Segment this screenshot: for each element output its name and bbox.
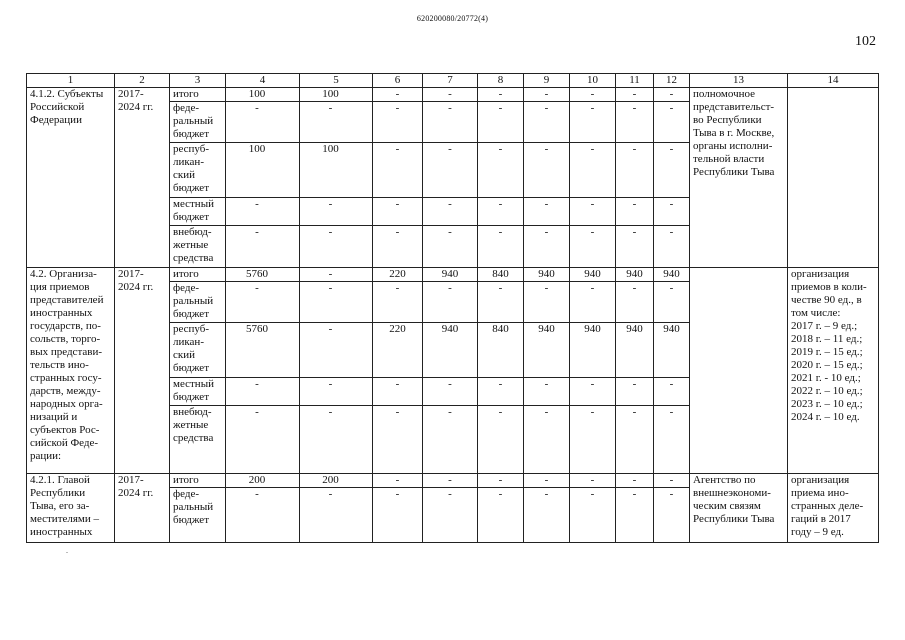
value-cell: 940 <box>423 268 478 282</box>
funding-source-cell: местный бюджет <box>170 198 226 226</box>
value-cell: - <box>226 226 300 268</box>
period-cell: 2017- 2024 гг. <box>115 474 170 543</box>
value-cell: 220 <box>373 323 423 378</box>
header-row <box>27 74 879 88</box>
value-cell: - <box>616 88 654 102</box>
col-header-11: 11 <box>616 74 654 88</box>
value-cell: - <box>226 102 300 143</box>
value-cell: - <box>478 143 524 198</box>
value-cell: - <box>478 488 524 543</box>
value-cell: - <box>524 226 570 268</box>
value-cell: - <box>478 198 524 226</box>
funding-source-cell: итого <box>170 268 226 282</box>
value-cell: 940 <box>423 323 478 378</box>
value-cell: - <box>616 474 654 488</box>
value-cell: - <box>423 143 478 198</box>
value-cell: - <box>570 406 616 474</box>
value-cell: - <box>478 378 524 406</box>
value-cell: 940 <box>654 323 690 378</box>
value-cell: - <box>616 282 654 323</box>
activity-name-cell: 4.2. Организа- ция приемов представителей иностранных государств, по- сольств, торго- вых представи- тельств ино- странных госу- дарств, между- народных орга- низаций и субъектов Рос- сийской Феде- рации: <box>27 268 115 474</box>
value-cell: - <box>373 474 423 488</box>
value-cell: - <box>300 226 373 268</box>
col-header-10: 10 <box>570 74 616 88</box>
value-cell: - <box>570 378 616 406</box>
value-cell: - <box>570 282 616 323</box>
funding-source-cell: итого <box>170 88 226 102</box>
value-cell: 5760 <box>226 323 300 378</box>
value-cell: - <box>226 406 300 474</box>
activity-name-cell: 4.2.1. Главой Республики Тыва, его за- местителями – иностранных <box>27 474 115 543</box>
value-cell: - <box>524 378 570 406</box>
value-cell: 200 <box>300 474 373 488</box>
value-cell: - <box>570 198 616 226</box>
value-cell: 940 <box>654 268 690 282</box>
executor-cell <box>690 268 788 474</box>
col-header-5: 5 <box>300 74 373 88</box>
value-cell: - <box>478 282 524 323</box>
value-cell: - <box>654 488 690 543</box>
value-cell: - <box>654 102 690 143</box>
value-cell: - <box>616 488 654 543</box>
value-cell: - <box>478 226 524 268</box>
value-cell: - <box>478 102 524 143</box>
value-cell: 220 <box>373 268 423 282</box>
value-cell: - <box>423 226 478 268</box>
value-cell: 100 <box>226 88 300 102</box>
value-cell: - <box>654 282 690 323</box>
period-cell: 2017- 2024 гг. <box>115 88 170 268</box>
value-cell: 940 <box>570 268 616 282</box>
value-cell: 840 <box>478 268 524 282</box>
value-cell: - <box>570 102 616 143</box>
funding-source-cell: итого <box>170 474 226 488</box>
value-cell: - <box>373 282 423 323</box>
value-cell: - <box>570 143 616 198</box>
value-cell: - <box>654 226 690 268</box>
col-header-1: 1 <box>27 74 115 88</box>
value-cell: - <box>300 378 373 406</box>
result-cell: организация приемов в коли- честве 90 ед., в том числе: 2017 г. – 9 ед.; 2018 г. – 11 ед.; 2019 г. – 15 ед.; 2020 г. – 15 ед.; 2021 г. - 10 ед.; 2022 г. – 10 ед.; 2023 г. – 10 ед.; 2024 г. – 10 ед. <box>788 268 879 474</box>
value-cell: - <box>226 488 300 543</box>
value-cell: - <box>373 88 423 102</box>
col-header-13: 13 <box>690 74 788 88</box>
result-cell <box>788 88 879 268</box>
value-cell: - <box>423 488 478 543</box>
value-cell: - <box>616 226 654 268</box>
value-cell: - <box>478 406 524 474</box>
result-cell: организация приема ино- странных деле- гаций в 2017 году – 9 ед. <box>788 474 879 543</box>
value-cell: - <box>423 474 478 488</box>
col-header-8: 8 <box>478 74 524 88</box>
table-row <box>27 268 879 282</box>
executor-cell: Агентство по внешнеэкономи- ческим связям Республики Тыва <box>690 474 788 543</box>
funding-source-cell: внебюд- жетные средства <box>170 406 226 474</box>
table-row <box>27 474 879 488</box>
value-cell: 100 <box>300 88 373 102</box>
funding-source-cell: феде- ральный бюджет <box>170 488 226 543</box>
value-cell: - <box>616 378 654 406</box>
value-cell: - <box>524 406 570 474</box>
value-cell: 940 <box>524 323 570 378</box>
funding-source-cell: респуб- ликан- ский бюджет <box>170 143 226 198</box>
value-cell: - <box>524 102 570 143</box>
value-cell: - <box>373 198 423 226</box>
value-cell: 5760 <box>226 268 300 282</box>
value-cell: 100 <box>300 143 373 198</box>
value-cell: - <box>373 143 423 198</box>
col-header-14: 14 <box>788 74 879 88</box>
value-cell: 940 <box>616 323 654 378</box>
col-header-2: 2 <box>115 74 170 88</box>
value-cell: - <box>524 474 570 488</box>
value-cell: - <box>654 198 690 226</box>
table-row <box>27 88 879 102</box>
value-cell: - <box>570 88 616 102</box>
value-cell: - <box>373 226 423 268</box>
period-cell: 2017- 2024 гг. <box>115 268 170 474</box>
value-cell: - <box>300 488 373 543</box>
funding-source-cell: феде- ральный бюджет <box>170 282 226 323</box>
activity-name-cell: 4.1.2. Субъекты Российской Федерации <box>27 88 115 268</box>
funding-source-cell: местный бюджет <box>170 378 226 406</box>
value-cell: - <box>524 143 570 198</box>
page-number: 102 <box>855 34 876 49</box>
value-cell: - <box>524 198 570 226</box>
value-cell: - <box>373 406 423 474</box>
value-cell: - <box>423 282 478 323</box>
value-cell: - <box>654 88 690 102</box>
value-cell: - <box>423 406 478 474</box>
value-cell: - <box>226 282 300 323</box>
value-cell: - <box>373 378 423 406</box>
value-cell: - <box>478 474 524 488</box>
value-cell: - <box>423 198 478 226</box>
value-cell: - <box>226 198 300 226</box>
value-cell: - <box>654 143 690 198</box>
value-cell: - <box>524 488 570 543</box>
value-cell: 840 <box>478 323 524 378</box>
value-cell: - <box>524 88 570 102</box>
col-header-9: 9 <box>524 74 570 88</box>
funding-source-cell: респуб- ликан- ский бюджет <box>170 323 226 378</box>
value-cell: - <box>300 268 373 282</box>
value-cell: 200 <box>226 474 300 488</box>
value-cell: - <box>300 323 373 378</box>
value-cell: - <box>423 102 478 143</box>
value-cell: - <box>570 474 616 488</box>
value-cell: - <box>524 282 570 323</box>
funding-source-cell: внебюд- жетные средства <box>170 226 226 268</box>
value-cell: - <box>300 198 373 226</box>
value-cell: 940 <box>616 268 654 282</box>
value-cell: - <box>654 406 690 474</box>
value-cell: - <box>423 88 478 102</box>
value-cell: - <box>478 88 524 102</box>
col-header-6: 6 <box>373 74 423 88</box>
value-cell: - <box>423 378 478 406</box>
value-cell: - <box>300 102 373 143</box>
value-cell: 940 <box>524 268 570 282</box>
value-cell: - <box>654 378 690 406</box>
value-cell: 100 <box>226 143 300 198</box>
value-cell: - <box>616 102 654 143</box>
value-cell: - <box>570 226 616 268</box>
value-cell: - <box>616 198 654 226</box>
value-cell: 940 <box>570 323 616 378</box>
col-header-3: 3 <box>170 74 226 88</box>
value-cell: - <box>654 474 690 488</box>
col-header-4: 4 <box>226 74 300 88</box>
value-cell: - <box>616 143 654 198</box>
value-cell: - <box>616 406 654 474</box>
value-cell: - <box>300 406 373 474</box>
col-header-12: 12 <box>654 74 690 88</box>
value-cell: - <box>226 378 300 406</box>
value-cell: - <box>570 488 616 543</box>
document-code: 620200080/20772(4) <box>416 14 489 23</box>
executor-cell: полномочное представительст- во Республики Тыва в г. Москве, органы исполни- тельной власти Республики Тыва <box>690 88 788 268</box>
budget-table <box>26 73 879 543</box>
value-cell: - <box>373 488 423 543</box>
value-cell: - <box>300 282 373 323</box>
col-header-7: 7 <box>423 74 478 88</box>
funding-source-cell: феде- ральный бюджет <box>170 102 226 143</box>
scan-speck <box>66 552 68 553</box>
value-cell: - <box>373 102 423 143</box>
